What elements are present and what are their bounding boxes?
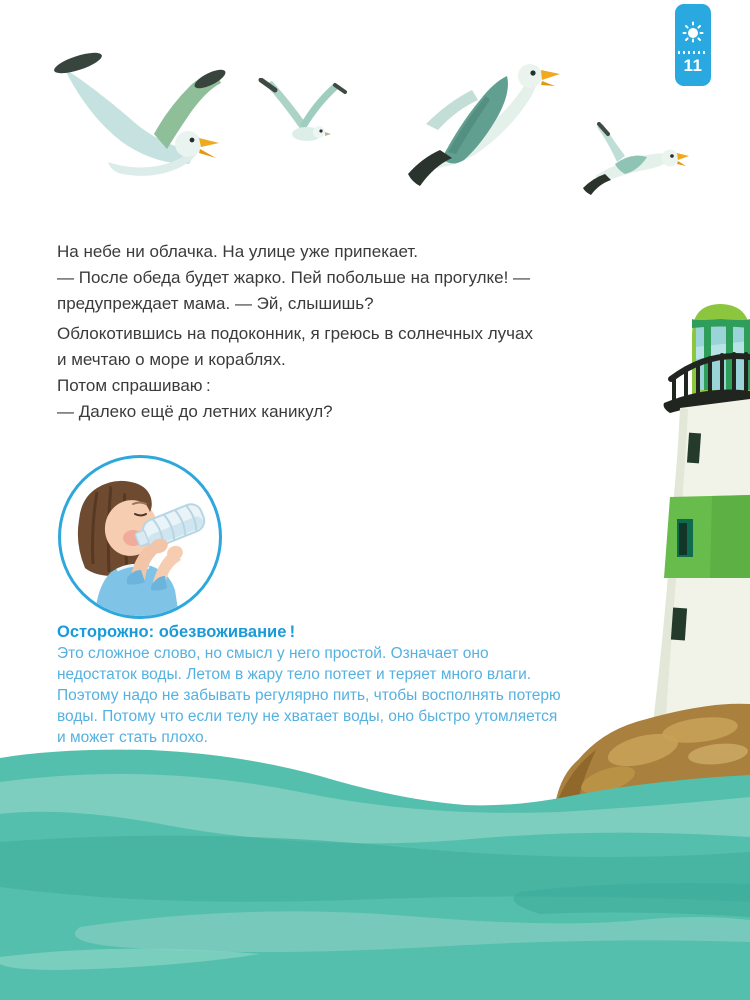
seagull-1-illustration: [50, 52, 230, 192]
girl-drinking-illustration: [58, 455, 222, 619]
story-line: — После обеда будет жарко. Пей побольше на прогулке! —: [57, 268, 531, 287]
infobox-line: Поэтому надо не забывать регулярно пить, чтобы восполнять потерю: [57, 687, 561, 704]
story-line: Облокотившись на подоконник, я греюсь в солнечных лучах: [57, 324, 533, 343]
infobox-title: Осторожно: обезвоживание !: [57, 623, 296, 641]
story-line: предупреждает мама. — Эй, слышишь?: [57, 294, 374, 313]
infobox-line: недостаток воды. Летом в жару тело потеет и теряет много влаги.: [57, 666, 532, 683]
page-number-badge: [675, 4, 711, 86]
sun-icon: [681, 20, 705, 44]
infobox-line: Это сложное слово, но смысл у него простой. Означает оно: [57, 645, 489, 662]
dehydration-infobox: [57, 622, 697, 748]
story-line: На небе ни облачка. На улице уже припекает.: [57, 242, 418, 261]
story-line: — Далеко ещё до летних каникул?: [57, 402, 333, 421]
infobox-line: воды. Потому что если телу не хватает воды, оно быстро утомляется: [57, 708, 558, 725]
story-paragraph-1: [57, 239, 597, 317]
seagull-2-illustration: [255, 78, 350, 146]
page-number: 11: [683, 56, 703, 75]
story-paragraph-2: [57, 321, 597, 425]
story-line: Потом спрашиваю :: [57, 376, 211, 395]
seagull-4-illustration: [577, 122, 692, 200]
story-line: и мечтаю о море и кораблях.: [57, 350, 286, 369]
seagull-3-illustration: [408, 48, 563, 196]
infobox-line: и может стать плохо.: [57, 729, 208, 746]
badge-dotted-divider: [678, 51, 708, 54]
girl-drinking-svg: [61, 458, 219, 616]
sea-illustration: [0, 742, 750, 1000]
